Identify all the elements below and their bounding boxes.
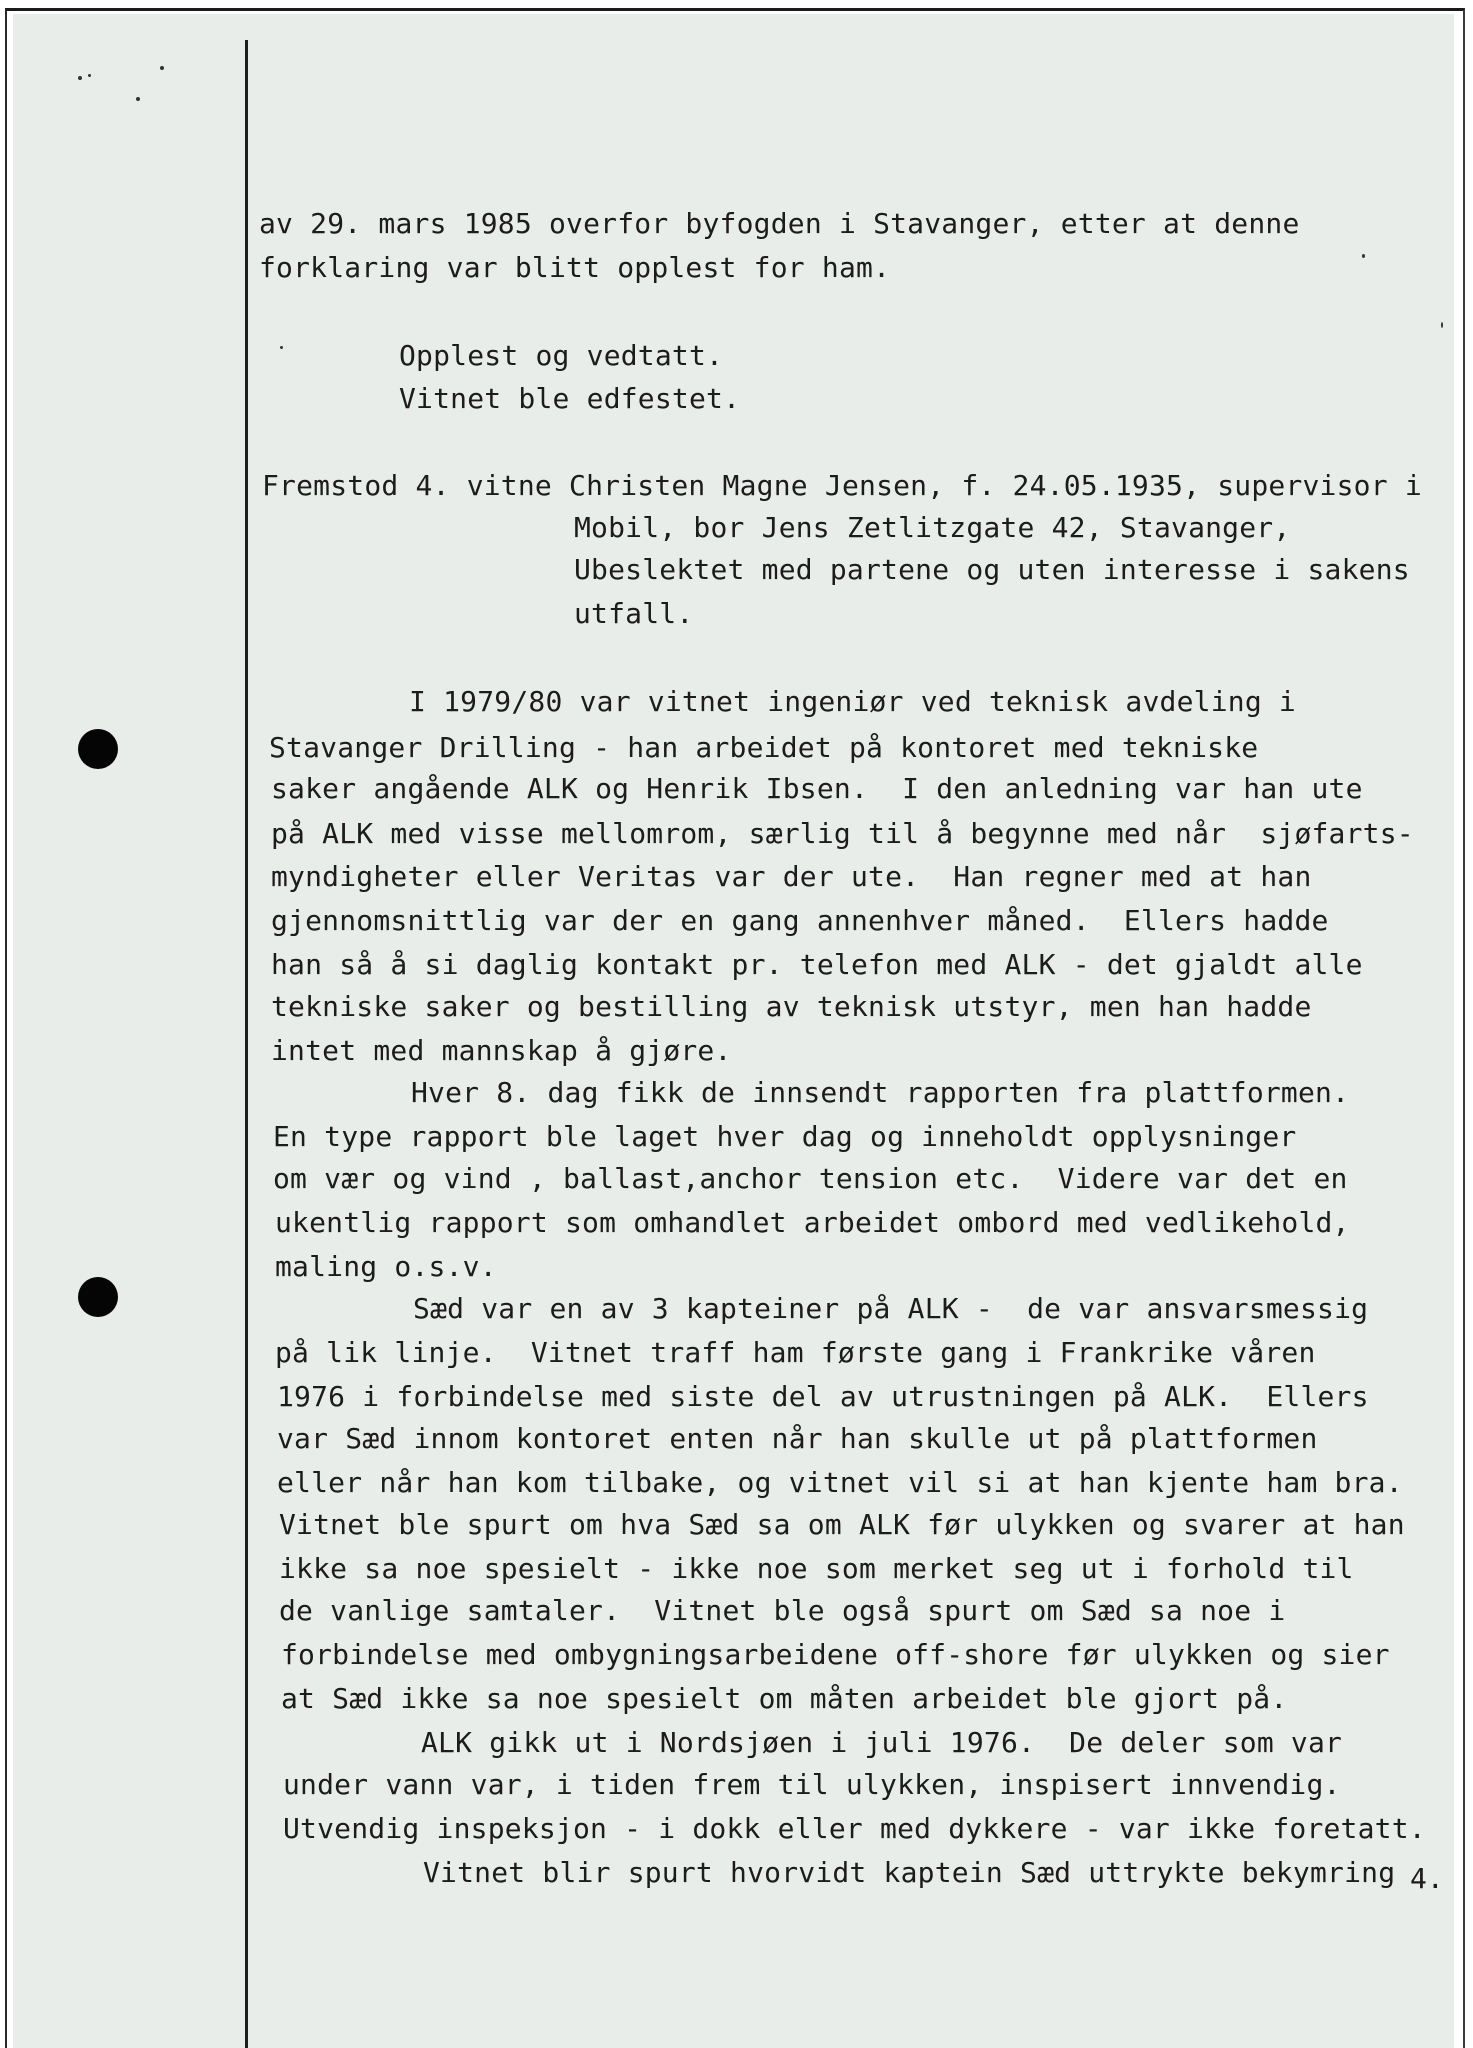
scan-speck: [1441, 322, 1443, 328]
text-line: tekniske saker og bestilling av teknisk utstyr, men han hadde: [271, 990, 1312, 1023]
text-line: ALK gikk ut i Nordsjøen i juli 1976. De deler som var: [421, 1726, 1343, 1759]
text-line: Stavanger Drilling - han arbeidet på kontoret med tekniske: [269, 731, 1259, 764]
text-line: Mobil, bor Jens Zetlitzgate 42, Stavanger,: [574, 511, 1291, 544]
text-line: Vitnet ble edfestet.: [399, 382, 741, 415]
text-line: de vanlige samtaler. Vitnet ble også spurt om Sæd sa noe i: [279, 1594, 1286, 1627]
text-line: saker angående ALK og Henrik Ibsen. I den anledning var han ute: [271, 772, 1363, 805]
text-line: eller når han kom tilbake, og vitnet vil si at han kjente ham bra.: [277, 1466, 1403, 1499]
text-line: Vitnet blir spurt hvorvidt kaptein Sæd uttrykte bekymring: [423, 1856, 1396, 1889]
text-line: myndigheter eller Veritas var der ute. Han regner med at han: [271, 860, 1312, 893]
text-line: på ALK med visse mellomrom, særlig til å begynne med når sjøfarts-: [271, 817, 1414, 850]
text-line: Opplest og vedtatt.: [399, 339, 724, 372]
text-line: han så å si daglig kontakt pr. telefon med ALK - det gjaldt alle: [271, 948, 1363, 981]
text-line: Sæd var en av 3 kapteiner på ALK - de var ansvarsmessig: [413, 1292, 1369, 1325]
page-number: 4.: [1410, 1862, 1444, 1895]
text-line: intet med mannskap å gjøre.: [271, 1034, 732, 1067]
text-line: Utvendig inspeksjon - i dokk eller med dykkere - var ikke foretatt.: [283, 1812, 1426, 1845]
text-line: maling o.s.v.: [275, 1250, 497, 1283]
scan-speck: [78, 76, 82, 80]
text-line: var Sæd innom kontoret enten når han skulle ut på plattformen: [277, 1422, 1318, 1455]
text-line: forbindelse med ombygningsarbeidene off-shore før ulykken og sier: [281, 1638, 1390, 1671]
text-line: Ubeslektet med partene og uten interesse i sakens: [574, 553, 1410, 586]
text-line: under vann var, i tiden frem til ulykken, inspisert innvendig.: [283, 1768, 1341, 1801]
margin-rule: [245, 40, 248, 2048]
text-line: forklaring var blitt opplest for ham.: [259, 251, 891, 284]
text-line: I 1979/80 var vitnet ingeniør ved teknisk avdeling i: [409, 685, 1296, 718]
text-line: ukentlig rapport som omhandlet arbeidet ombord med vedlikehold,: [275, 1206, 1350, 1239]
text-line: utfall.: [574, 597, 694, 630]
scan-speck: [280, 346, 283, 349]
text-line: at Sæd ikke sa noe spesielt om måten arbeidet ble gjort på.: [281, 1682, 1288, 1715]
text-line: om vær og vind , ballast,anchor tension etc. Videre var det en: [273, 1162, 1348, 1195]
punch-hole: [78, 729, 118, 769]
scan-speck: [136, 97, 140, 101]
text-line: Hver 8. dag fikk de innsendt rapporten fra plattformen.: [411, 1076, 1350, 1109]
text-line: av 29. mars 1985 overfor byfogden i Stavanger, etter at denne: [259, 207, 1300, 240]
text-line: 1976 i forbindelse med siste del av utrustningen på ALK. Ellers: [277, 1380, 1369, 1413]
scan-speck: [88, 74, 91, 77]
text-line: på lik linje. Vitnet traff ham første gang i Frankrike våren: [275, 1336, 1316, 1369]
punch-hole: [78, 1277, 118, 1317]
text-line: Fremstod 4. vitne Christen Magne Jensen, f. 24.05.1935, supervisor i: [262, 469, 1422, 502]
scan-speck: [1362, 254, 1365, 258]
scan-speck: [160, 66, 164, 70]
text-line: Vitnet ble spurt om hva Sæd sa om ALK før ulykken og svarer at han: [279, 1508, 1405, 1541]
text-line: gjennomsnittlig var der en gang annenhver måned. Ellers hadde: [271, 904, 1329, 937]
text-line: ikke sa noe spesielt - ikke noe som merket seg ut i forhold til: [279, 1552, 1354, 1585]
text-line: En type rapport ble laget hver dag og inneholdt opplysninger: [273, 1120, 1297, 1153]
